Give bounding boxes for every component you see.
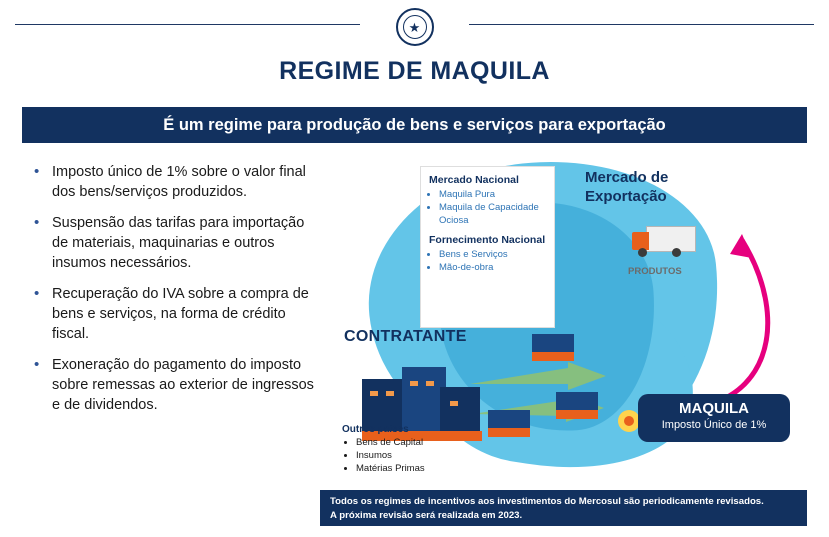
star-emblem-inner-icon: ★ (403, 15, 427, 39)
list-item (34, 355, 319, 415)
list-item: • Maquila Pura (439, 188, 554, 201)
warehouse-roof-icon (488, 410, 530, 428)
info-card (420, 166, 555, 328)
list-item: • Maquila de Capacidade Ociosa (439, 201, 554, 227)
list-item: • Insumos (356, 449, 482, 462)
bullet-text: Recuperação do IVA sobre a compra de bens e serviços, na forma de crédito fiscal. (52, 286, 309, 342)
outros-paises-title: Outros países (342, 424, 409, 435)
footer-note-line2: A próxima revisão será realizada em 2023. (330, 510, 523, 521)
warehouse-base-icon (532, 352, 574, 361)
subtitle-banner (22, 107, 807, 143)
factory-window-icon (370, 391, 378, 396)
maquila-marker-center-icon (624, 416, 634, 426)
warehouse-icon (556, 392, 598, 424)
maquila-callout (638, 394, 790, 442)
truck-wheel-icon (672, 248, 681, 257)
factory-window-icon (386, 391, 394, 396)
info-card-group1-list (421, 188, 554, 227)
bullet-list (34, 162, 319, 426)
maquila-title: MAQUILA (679, 400, 749, 417)
list-item: • Bens de Capital (356, 436, 482, 449)
list-item: • Bens e Serviços (439, 248, 554, 261)
subtitle-text: É um regime para produção de bens e serviços para exportação (163, 115, 666, 134)
factory-window-icon (450, 401, 458, 406)
warehouse-roof-icon (556, 392, 598, 410)
outros-paises-block (342, 424, 482, 475)
star-emblem-icon (396, 8, 434, 46)
warehouse-base-icon (488, 428, 530, 437)
list-item: • Matérias Primas (356, 462, 482, 475)
bullet-text: Exoneração do pagamento do imposto sobre remessas ao exterior de ingressos e de dividendos. (52, 357, 314, 413)
info-card-group1-title: Mercado Nacional (429, 174, 519, 186)
footer-note (320, 490, 807, 526)
info-card-group2-list (421, 248, 554, 274)
maquila-subtitle: Imposto Único de 1% (661, 419, 767, 431)
warehouse-icon (532, 334, 574, 366)
truck-wheel-icon (638, 248, 647, 257)
list-item (34, 213, 319, 273)
warehouse-icon (488, 410, 530, 442)
header-bar (0, 0, 829, 46)
bullet-text: Imposto único de 1% sobre o valor final dos bens/serviços produzidos. (52, 164, 306, 200)
warehouse-roof-icon (532, 334, 574, 352)
diagram-illustration (320, 152, 820, 492)
page-title: REGIME DE MAQUILA (279, 57, 550, 85)
contratante-label: CONTRATANTE (344, 328, 467, 345)
truck-body-icon (646, 226, 696, 252)
bullet-dot-icon: • (34, 163, 40, 180)
footer-note-line1: Todos os regimes de incentivos aos investimentos do Mercosul são periodicamente revisados. (330, 496, 764, 507)
bullet-dot-icon: • (34, 285, 40, 302)
export-market-label: Mercado de Exportação (585, 169, 669, 205)
outros-paises-list (342, 436, 482, 475)
factory-window-icon (410, 381, 418, 386)
bullet-dot-icon: • (34, 356, 40, 373)
bullet-dot-icon: • (34, 214, 40, 231)
list-item: • Mão-de-obra (439, 261, 554, 274)
warehouse-base-icon (556, 410, 598, 419)
products-label: PRODUTOS (628, 266, 682, 277)
header-rule-left (15, 24, 360, 25)
factory-window-icon (426, 381, 434, 386)
bullet-text: Suspensão das tarifas para importação de materiais, maquinarias e outros insumos necessários. (52, 215, 305, 271)
list-item (34, 284, 319, 344)
truck-icon (632, 224, 696, 262)
header-rule-right (469, 24, 814, 25)
info-card-group2-title: Fornecimento Nacional (429, 234, 546, 246)
list-item (34, 162, 319, 202)
